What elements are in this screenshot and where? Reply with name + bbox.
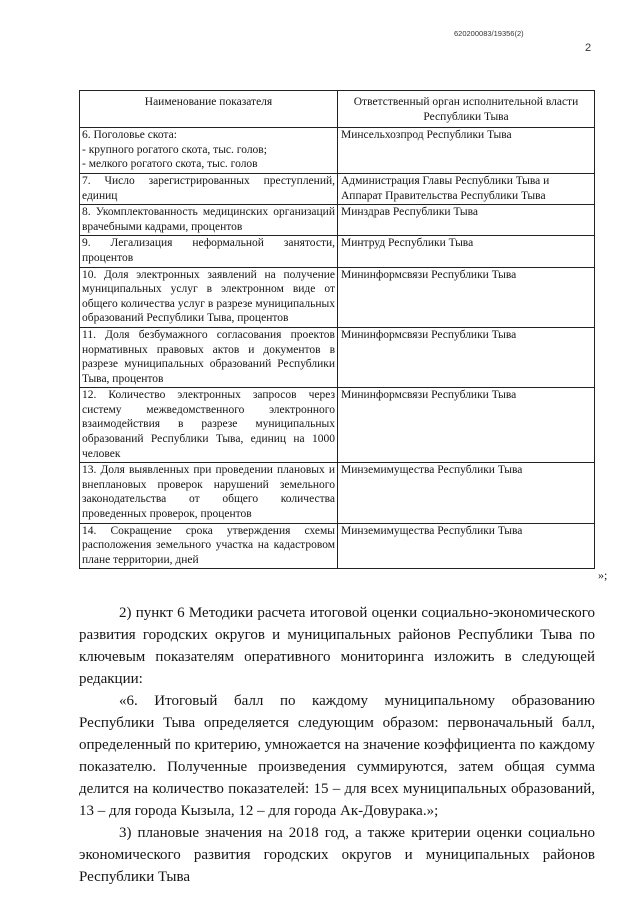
indicator-name-line: - мелкого рогатого скота, тыс. голов [82, 158, 258, 171]
indicator-name-line: 14. Сокращение срока утверждения схемы расположения земельного участка на кадастровом плане территории, дней [82, 524, 335, 566]
responsible-authority: Мининформсвязи Республики Тыва [338, 267, 595, 327]
responsible-authority: Мининформсвязи Республики Тыва [338, 327, 595, 387]
responsible-authority: Мининформсвязи Республики Тыва [338, 388, 595, 463]
table-row [80, 327, 595, 387]
page-number: 2 [585, 42, 592, 54]
paragraph-quoted-point-6: «6. Итоговый балл по каждому муниципальному образованию Республики Тыва определяется следующим образом: первоначальный балл, определенный по критерию, умножается на значение коэффициента по каждому показателю. Полученные произведения суммируются, затем общая сумма делится на количество показателей: 15 – для всех муниципальных образований, 13 – для города Кызыла, 12 – для города Ак-Довурака.»; [79, 693, 595, 819]
indicator-name-line: 7. Число зарегистрированных преступлений, единиц [82, 174, 335, 202]
table-row [80, 128, 595, 174]
indicator-name [80, 128, 338, 174]
table-row [80, 523, 595, 569]
responsible-authority: Минздрав Республики Тыва [338, 205, 595, 236]
indicator-name [80, 327, 338, 387]
responsible-authority: Минземимущества Республики Тыва [338, 463, 595, 523]
paragraph-item-2: 2) пункт 6 Методики расчета итоговой оценки социально-экономического развития городских округов и муниципальных районов Республики Тыва по ключевым показателям оперативного мониторинга изложить в следующей редакции: [79, 605, 595, 687]
table-row [80, 267, 595, 327]
table-row [80, 205, 595, 236]
indicator-name [80, 463, 338, 523]
indicators-table [79, 90, 595, 569]
table-row [80, 463, 595, 523]
indicator-name-line: - крупного рогатого скота, тыс. голов; [82, 143, 267, 156]
table-row [80, 173, 595, 204]
indicator-name [80, 205, 338, 236]
table-header-row [80, 91, 595, 128]
column-header-indicator: Наименование показателя [80, 91, 338, 128]
indicator-name-line: 8. Укомплектованность медицинских организаций врачебными кадрами, процентов [82, 206, 335, 233]
responsible-authority: Минсельхозпрод Республики Тыва [338, 128, 595, 174]
document-id: 620200083/19356(2) [454, 29, 524, 38]
indicator-name-line: 11. Доля безбумажного согласования проектов нормативных правовых актов и документов в разрезе муниципальных образований Республики Тыва, процентов [82, 328, 335, 385]
indicator-name-line: 9. Легализация неформальной занятости, процентов [82, 237, 335, 264]
paragraph-item-3: 3) плановые значения на 2018 год, а также критерии оценки социально экономического развития городских округов и муниципальных районов Республики Тыва [79, 825, 595, 885]
table-closing-mark: »; [598, 568, 608, 582]
responsible-authority: Минтруд Республики Тыва [338, 236, 595, 267]
indicator-name [80, 173, 338, 204]
indicator-name [80, 236, 338, 267]
indicator-name-line: 12. Количество электронных запросов через систему межведомственного электронного взаимодействия в разрезе муниципальных образований Республики Тыва, единиц на 1000 человек [82, 389, 335, 460]
column-header-authority: Ответственный орган исполнительной власти Республики Тыва [338, 91, 595, 128]
indicator-name-line: 10. Доля электронных заявлений на получение муниципальных услуг в электронном виде от общего количества услуг в разрезе муниципальных образований Республики Тыва, процентов [82, 268, 335, 325]
responsible-authority: Минземимущества Республики Тыва [338, 523, 595, 569]
indicator-name-line: 6. Поголовье скота: [82, 129, 177, 142]
table-row [80, 388, 595, 463]
indicator-name-line: 13. Доля выявленных при проведении плановых и внеплановых проверок нарушений земельного законодательства от общего количества проведенных проверок, процентов [82, 464, 335, 521]
table-row [80, 236, 595, 267]
indicator-name [80, 388, 338, 463]
indicator-name [80, 523, 338, 569]
indicator-name [80, 267, 338, 327]
responsible-authority: Администрация Главы Республики Тыва и Аппарат Правительства Республики Тыва [338, 173, 595, 204]
body-text [79, 602, 595, 888]
